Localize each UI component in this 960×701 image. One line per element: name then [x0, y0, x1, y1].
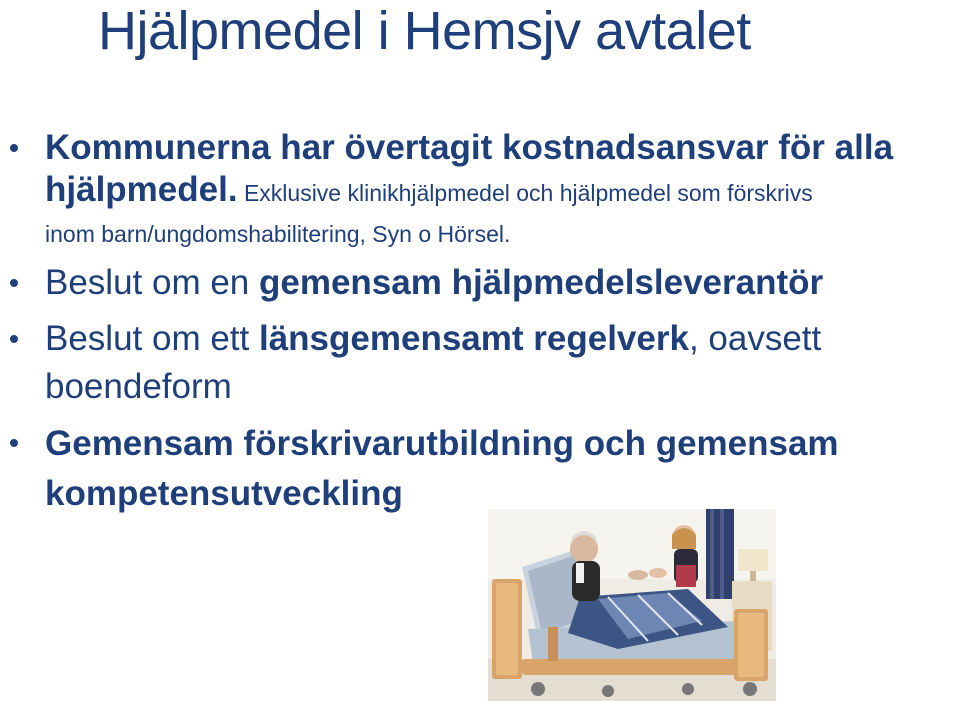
bullet-item [0, 259, 960, 307]
care-bed-photo [488, 509, 776, 701]
bullet-item [0, 126, 960, 251]
bullet-text: , oavsett [688, 319, 822, 358]
bullet-text: Beslut om en [45, 263, 259, 302]
bullet-dot-icon [10, 439, 18, 447]
bullet-strong-text: hjälpmedel. [45, 170, 238, 209]
bullet-text: Kommunerna har övertagit kostnadsansvar för alla [45, 128, 894, 167]
bullet-text: boendeform [45, 367, 232, 406]
bullet-item [0, 419, 960, 519]
bullet-list [0, 126, 960, 519]
bullet-detail-text: Exklusive klinikhjälpmedel och hjälpmedel som förskrivs [237, 180, 813, 206]
bullet-dot-icon [10, 335, 18, 343]
bullet-dot-icon [10, 144, 18, 152]
bullet-text [45, 170, 960, 217]
bullet-strong-text: länsgemensamt regelverk [258, 319, 689, 358]
slide-title: Hjälpmedel i Hemsjv avtalet [98, 1, 751, 61]
bullet-text: Beslut om ett [45, 319, 259, 358]
bullet-text: kompetensutveckling [45, 474, 403, 513]
bullet-item [0, 315, 960, 411]
bullet-row [45, 315, 960, 363]
bullet-text: Gemensam förskrivarutbildning och gemensam [45, 424, 839, 463]
care-bed-photo-illustration [488, 509, 776, 701]
bullet-detail-text: inom barn/ungdomshabilitering, Syn o Hörsel. [45, 221, 511, 247]
bullet-strong-text: gemensam hjälpmedelsleverantör [259, 263, 824, 302]
bullet-dot-icon [10, 279, 18, 287]
